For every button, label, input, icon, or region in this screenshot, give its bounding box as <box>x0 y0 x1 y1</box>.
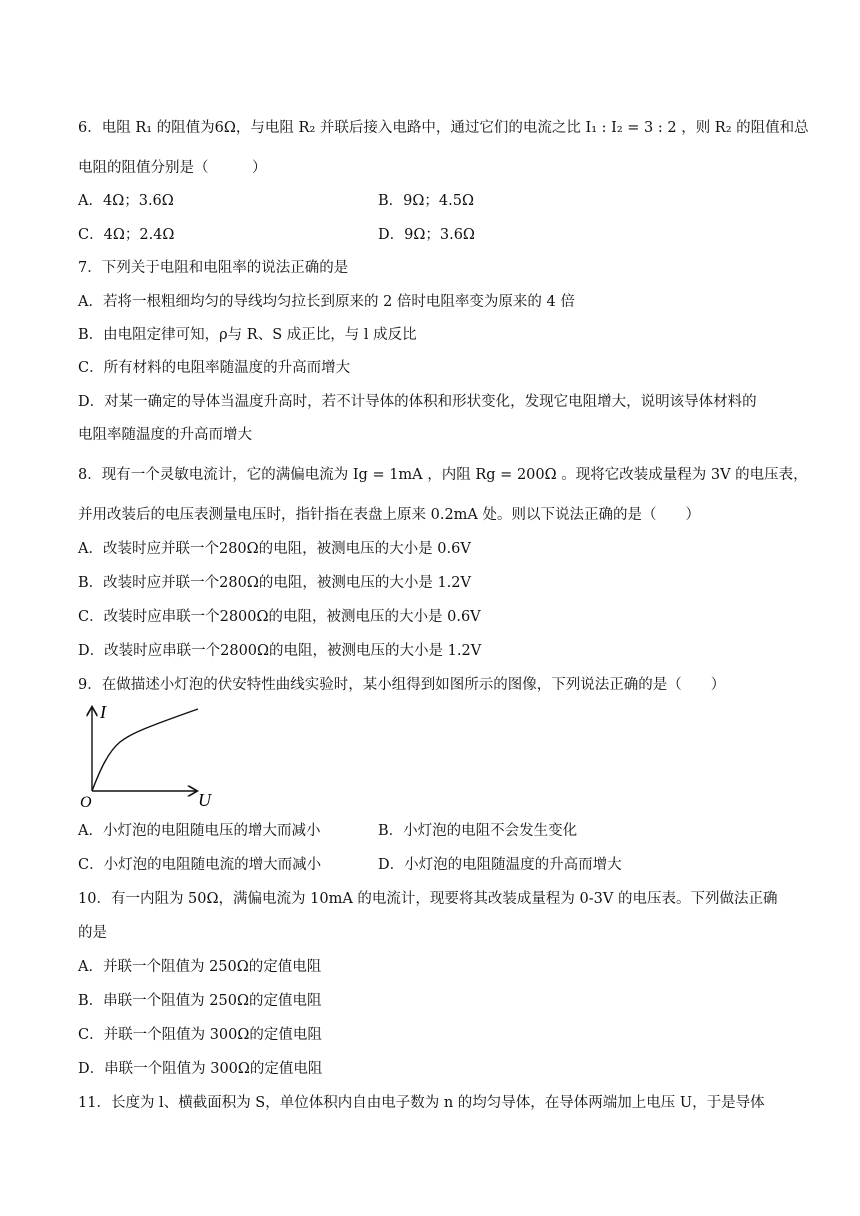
q9-option-a: A．小灯泡的电阻随电压的增大而减小 <box>78 823 321 839</box>
q10-stem-line1: 10．有一内阻为 50Ω，满偏电流为 10mA 的电流计，现要将其改装成量程为 0-3V 的电压表。下列做法正确 <box>78 891 778 907</box>
q10-option-c: C．并联一个阻值为 300Ω的定值电阻 <box>78 1027 322 1043</box>
q7-option-d-line2: 电阻率随温度的升高而增大 <box>78 427 252 443</box>
q9-option-d: D．小灯泡的电阻随温度的升高而增大 <box>378 857 622 873</box>
q7-option-d-line1: D．对某一确定的导体当温度升高时，若不计导体的体积和形状变化，发现它电阻增大，说明该导体材料的 <box>78 394 757 410</box>
q7-stem: 7．下列关于电阻和电阻率的说法正确的是 <box>78 260 349 276</box>
q10-option-a: A．并联一个阻值为 250Ω的定值电阻 <box>78 959 322 975</box>
q7-option-a: A．若将一根粗细均匀的导线均匀拉长到原来的 2 倍时电阻率变为原来的 4 倍 <box>78 294 575 310</box>
q10-option-b: B．串联一个阻值为 250Ω的定值电阻 <box>78 993 322 1009</box>
q9-option-b: B．小灯泡的电阻不会发生变化 <box>378 823 578 839</box>
origin-label: O <box>80 794 92 810</box>
y-axis-label: I <box>100 702 106 722</box>
q9-option-c: C．小灯泡的电阻随电流的增大而减小 <box>78 857 322 873</box>
q8-stem-line2: 并用改装后的电压表测量电压时，指针指在表盘上原来 0.2mA 处。则以下说法正确的是（ ） <box>78 507 700 523</box>
q8-option-a: A．改装时应并联一个280Ω的电阻，被测电压的大小是 0.6V <box>78 541 471 557</box>
q8-option-d: D．改装时应串联一个2800Ω的电阻，被测电压的大小是 1.2V <box>78 643 482 659</box>
iu-graph <box>78 700 228 810</box>
q10-option-d: D．串联一个阻值为 300Ω的定值电阻 <box>78 1061 323 1077</box>
q6-stem-line2: 电阻的阻值分别是（ ） <box>78 160 267 176</box>
q9-stem: 9．在做描述小灯泡的伏安特性曲线实验时，某小组得到如图所示的图像，下列说法正确的是（ ） <box>78 677 726 693</box>
q6-option-a: A．4Ω；3.6Ω <box>78 193 174 209</box>
q6-option-c: C．4Ω；2.4Ω <box>78 227 175 243</box>
q10-stem-line2: 的是 <box>78 925 107 941</box>
q8-option-c: C．改装时应串联一个2800Ω的电阻，被测电压的大小是 0.6V <box>78 609 481 625</box>
q6-option-b: B．9Ω；4.5Ω <box>378 193 474 209</box>
x-axis-label: U <box>198 790 211 810</box>
q6-stem-line1: 6．电阻 R₁ 的阻值为6Ω，与电阻 R₂ 并联后接入电路中，通过它们的电流之比 I₁ : I₂ = 3 : 2 ，则 R₂ 的阻值和总 <box>78 120 809 136</box>
iu-curve <box>92 709 198 791</box>
q7-option-c: C．所有材料的电阻率随温度的升高而增大 <box>78 360 351 376</box>
q6-option-d: D．9Ω；3.6Ω <box>378 227 475 243</box>
q8-option-b: B．改装时应并联一个280Ω的电阻，被测电压的大小是 1.2V <box>78 575 471 591</box>
q11-stem-line1: 11．长度为 l、横截面积为 S，单位体积内自由电子数为 n 的均匀导体，在导体两端加上电压 U，于是导体 <box>78 1095 765 1111</box>
q7-option-b: B．由电阻定律可知，ρ与 R、S 成正比，与 l 成反比 <box>78 327 417 343</box>
q8-stem-line1: 8．现有一个灵敏电流计，它的满偏电流为 Ig = 1mA ，内阻 Rg = 200Ω 。现将它改装成量程为 3V 的电压表， <box>78 467 808 483</box>
